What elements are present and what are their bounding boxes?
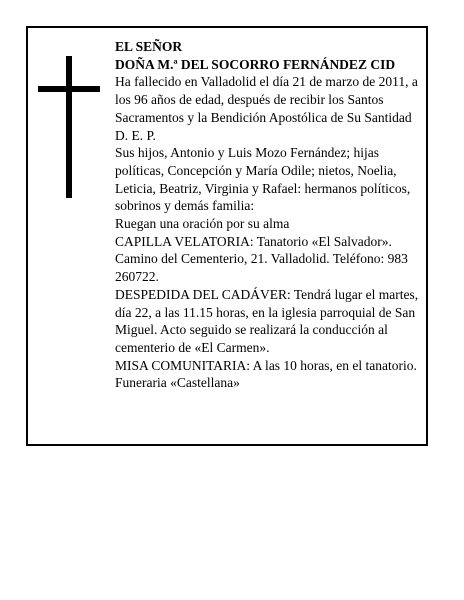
mass-info: MISA COMUNITARIA: A las 10 horas, en el tanatorio. bbox=[115, 357, 417, 373]
death-announcement: Ha fallecido en Valladolid el día 21 de marzo de 2011, a los 96 años de edad, después de recibir los Santos Sacramentos y la Bendición Apostólica de Su Santidad bbox=[115, 74, 418, 125]
prayer-request: Ruegan una oración por su alma bbox=[115, 216, 290, 232]
deceased-name: DOÑA M.ª DEL SOCORRO FERNÁNDEZ CID bbox=[115, 56, 396, 72]
funeral-info: DESPEDIDA DEL CADÁVER: Tendrá lugar el martes, día 22, a las 11.15 horas, en la iglesia parroquial de San Miguel. Acto seguido se realizará la conducción al cementerio de «El Carmen». bbox=[115, 286, 419, 355]
rest-in-peace: D. E. P. bbox=[115, 127, 156, 143]
cross-vertical-bar bbox=[66, 56, 72, 198]
latin-cross-icon bbox=[38, 56, 100, 198]
cross-horizontal-bar bbox=[38, 86, 100, 92]
wake-chapel-info: CAPILLA VELATORIA: Tanatorio «El Salvador». Camino del Cementerio, 21. Valladolid. Teléfono: 983 260722. bbox=[115, 233, 408, 285]
funeral-home: Funeraria «Castellana» bbox=[115, 375, 240, 391]
family-list: Sus hijos, Antonio y Luis Mozo Fernández; hijas políticas, Concepción y María Odile; nietos, Noelia, Leticia, Beatriz, Virginia y Rafael: hermanos políticos, sobrinos y demás familia: bbox=[115, 145, 411, 214]
obituary-heading: EL SEÑOR bbox=[115, 39, 183, 54]
obituary-text bbox=[115, 38, 423, 392]
obituary-notice bbox=[26, 26, 428, 446]
